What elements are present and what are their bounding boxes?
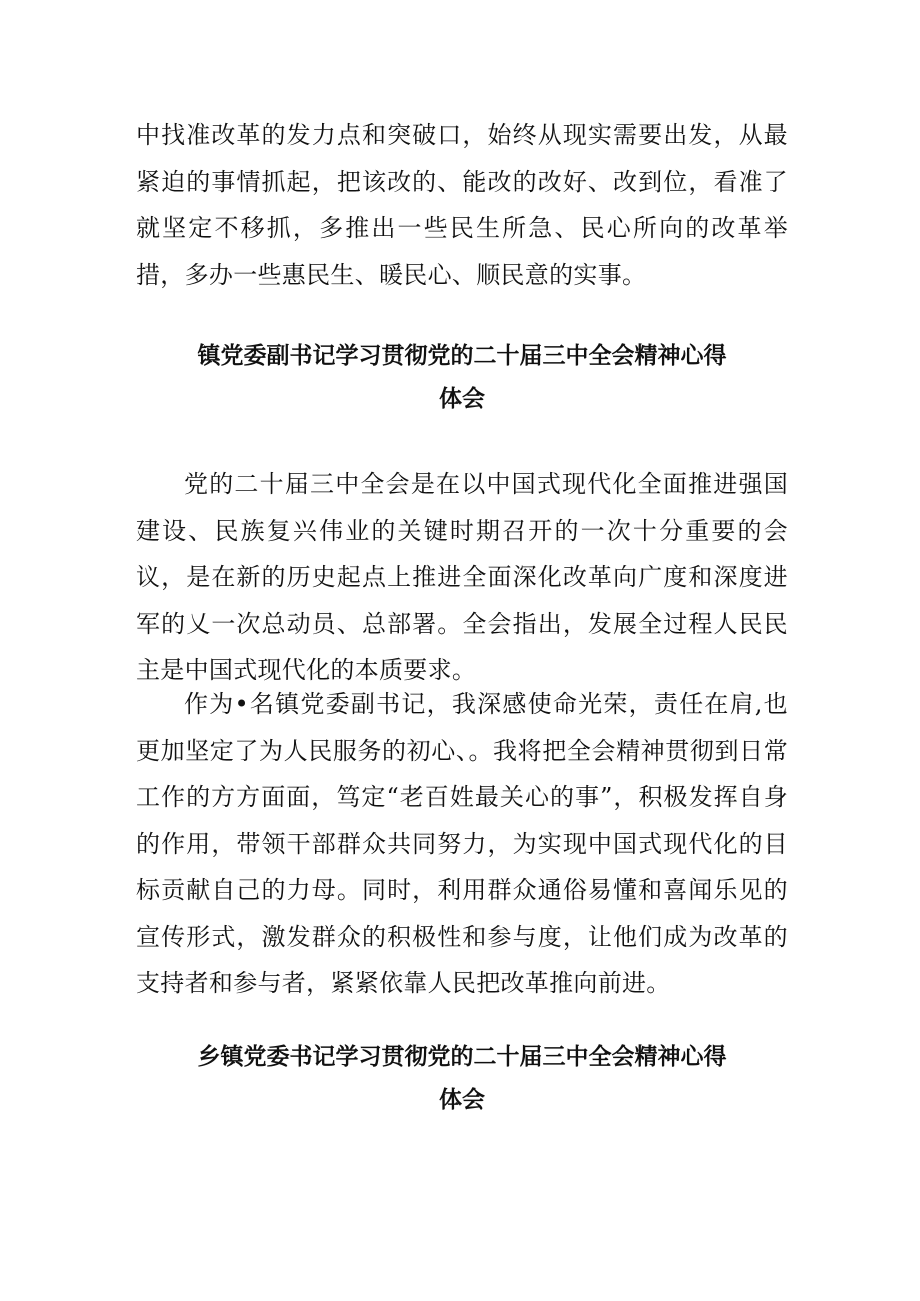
section1-paragraph-1: 党的二十届三中全会是在以中国式现代化全面推进强国建设、民族复兴伟业的关键时期召开的一次十分重要的会议，是在新的历史起点上推进全面深化改革向广度和深度进军的乂一次总动员、总部署。全会指出，发展全过程人民民主是中国式现代化的本质要求。: [136, 470, 788, 684]
section-title-deputy-secretary: [136, 335, 788, 421]
section-title-line-2: 体会: [439, 386, 485, 412]
section-title-line-1: 镇党委副书记学习贯彻党的二十届三中全会精神心得: [197, 343, 727, 369]
section1-paragraph-2: 作为•名镇党委副书记，我深感使命光荣，责任在肩,也更加坚定了为人民服务的初心、。我将把全会精神贯彻到日常工作的方方面面，笃定“老百姓最关心的事”，积极发挥自身的作用，带领干部群众共同努力，为实现中国式现代化的目标贡献自己的力母。同时，利用群众通俗易懂和喜闻乐见的宣传形式，激发群众的积极性和参与度，让他们成为改革的支持者和参与者，紧紧依靠人民把改革推向前进。: [136, 690, 788, 997]
continuation-paragraph: 中找准改革的发力点和突破口，始终从现实需要出发，从最紧迫的事情抓起，把该改的、能改的改好、改到位，看准了就坚定不移抓，多推出一些民生所急、民心所向的改革举措，多办一些惠民生、暖民心、顺民意的实事。: [136, 121, 788, 289]
section-title-line-1: 乡镇党委书记学习贯彻党的二十届三中全会精神心得: [197, 1044, 727, 1070]
section-title-town-secretary: [136, 1036, 788, 1122]
section-title-line-2: 体会: [439, 1087, 485, 1113]
